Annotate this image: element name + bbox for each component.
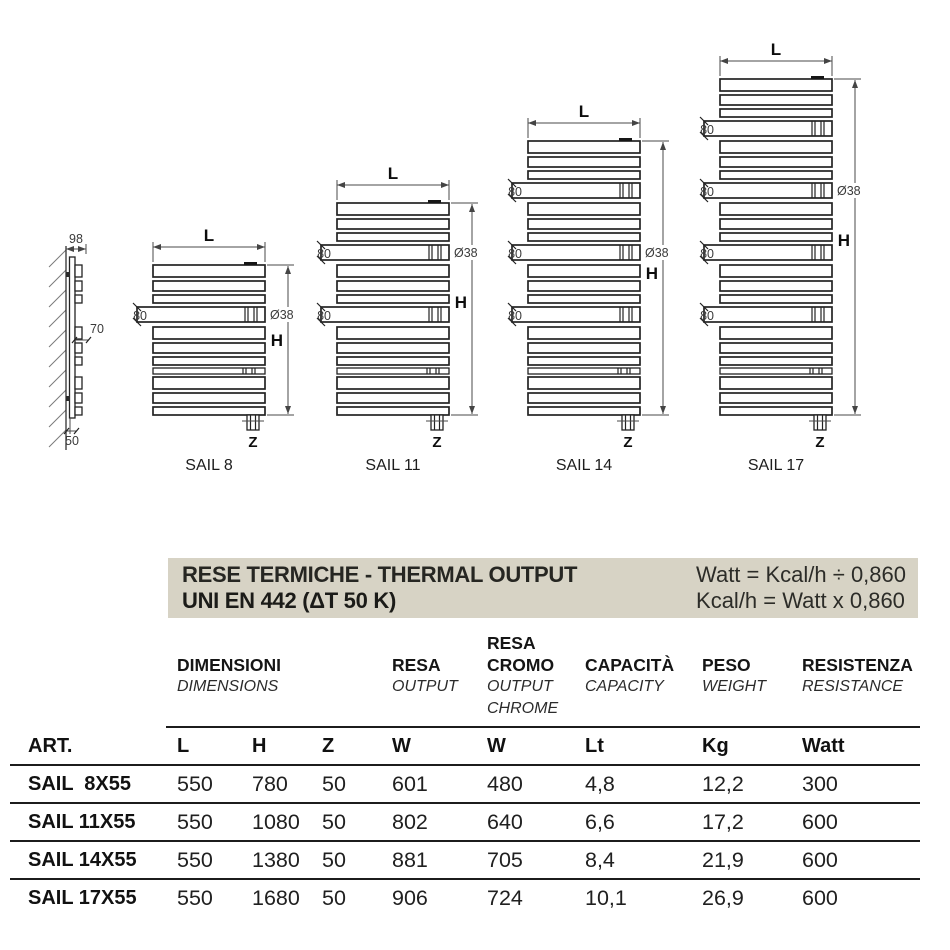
slat-group	[153, 377, 265, 415]
table-row	[10, 804, 920, 840]
dim-panel-depth: 70	[90, 322, 104, 336]
dim-bar-offset: 80	[317, 247, 331, 261]
bottom-valve	[247, 415, 259, 430]
colgroup-label-en: RESISTANCE	[802, 678, 904, 695]
col-header-w-chrome: W	[487, 735, 506, 757]
colgroup-label-it: CAPACITÀ	[585, 655, 675, 675]
colgroup-resistance	[802, 654, 913, 698]
cell-lt: 8,4	[585, 848, 615, 872]
col-header-w: W	[392, 735, 411, 757]
slat-group	[720, 79, 832, 117]
cell-watt: 300	[802, 772, 838, 796]
dim-wall-distance: 50	[65, 434, 79, 448]
cell-h: 1080	[252, 810, 300, 834]
dim-length: L	[578, 102, 590, 121]
col-header-kg: Kg	[702, 735, 729, 757]
towel-bar-open	[508, 241, 640, 264]
cell-l: 550	[177, 848, 213, 872]
slat-group	[337, 377, 449, 415]
colgroup-label-it: DIMENSIONI	[177, 655, 282, 675]
towel-bar-open	[508, 179, 640, 202]
towel-bar-closed	[337, 368, 449, 374]
cell-art: SAIL 14X55	[28, 849, 137, 871]
dim-length: L	[770, 40, 782, 59]
colgroup-capacity	[585, 654, 674, 698]
wall-bracket	[66, 396, 70, 401]
table-row	[10, 766, 920, 802]
bottom-valve	[622, 415, 634, 430]
slat-group	[153, 265, 265, 303]
bottom-valve	[814, 415, 826, 430]
dim-bar-offset: 80	[508, 185, 522, 199]
cell-w-chrome: 640	[487, 810, 523, 834]
col-header-h: H	[252, 735, 267, 757]
towel-bar-open	[317, 241, 449, 264]
cell-watt: 600	[802, 848, 838, 872]
radiator-sail-8	[133, 226, 302, 474]
slat-group	[720, 203, 832, 241]
towel-bar-open	[700, 303, 832, 326]
banner-formula-1: Watt = Kcal/h ÷ 0,860	[696, 562, 906, 587]
towel-bar-open	[700, 117, 832, 140]
dim-connection: Z	[815, 434, 825, 451]
dim-tube-diameter: Ø38	[270, 308, 294, 322]
cell-kg: 17,2	[702, 810, 744, 834]
dim-length: L	[203, 226, 215, 245]
slat-group	[153, 327, 265, 365]
col-header-l: L	[177, 735, 190, 757]
colgroup-output	[392, 654, 458, 698]
cell-w: 906	[392, 886, 428, 910]
dim-bar-offset: 80	[317, 309, 331, 323]
colgroup-output-chrome	[487, 632, 558, 720]
slat-group	[528, 265, 640, 303]
colgroup-weight	[702, 654, 766, 698]
slat-group	[337, 203, 449, 241]
radiator-sail-14	[508, 102, 677, 474]
table-row	[10, 880, 920, 916]
towel-bar-open	[133, 303, 265, 326]
slat-group	[528, 203, 640, 241]
towel-bar-closed	[528, 368, 640, 374]
table-row	[10, 842, 920, 878]
cell-art: SAIL 17X55	[28, 887, 137, 909]
cell-w: 601	[392, 772, 428, 796]
dim-tube-diameter: Ø38	[645, 246, 669, 260]
bottom-valve	[431, 415, 443, 430]
slat-group	[720, 141, 832, 179]
cell-z: 50	[322, 848, 346, 872]
slat-group	[528, 327, 640, 365]
towel-bar-closed	[720, 368, 832, 374]
dim-bar-offset: 80	[508, 247, 522, 261]
collector-tube	[70, 257, 76, 418]
dim-bar-offset: 80	[508, 309, 522, 323]
cell-kg: 26,9	[702, 886, 744, 910]
model-label: SAIL 17	[747, 457, 805, 474]
colgroup-label-en: CHROME	[487, 700, 559, 717]
wall-hatch	[49, 250, 66, 447]
table-top-rule	[166, 726, 920, 728]
cell-watt: 600	[802, 810, 838, 834]
colgroup-label-it: PESO	[702, 655, 751, 675]
cell-l: 550	[177, 772, 213, 796]
colgroup-label-en: CAPACITY	[585, 678, 664, 695]
dim-depth-total: 98	[69, 232, 83, 246]
colgroup-label-en: OUTPUT	[487, 678, 553, 695]
air-vent	[428, 200, 441, 203]
banner-formula-2: Kcal/h = Watt x 0,860	[696, 588, 905, 613]
banner-norm: UNI EN 442 (ΔT 50 K)	[182, 588, 396, 613]
dim-bar-offset: 80	[700, 185, 714, 199]
dim-bar-offset: 80	[700, 247, 714, 261]
dim-height: H	[270, 331, 283, 350]
air-vent	[619, 138, 632, 141]
towel-bar-closed	[153, 368, 265, 374]
dim-connection: Z	[623, 434, 633, 451]
cell-watt: 600	[802, 886, 838, 910]
cell-z: 50	[322, 886, 346, 910]
towel-bar-open	[317, 303, 449, 326]
air-vent	[811, 76, 824, 79]
cell-w-chrome: 705	[487, 848, 523, 872]
cell-lt: 6,6	[585, 810, 615, 834]
towel-bar-open	[700, 179, 832, 202]
cell-lt: 10,1	[585, 886, 627, 910]
colgroup-label-en: WEIGHT	[702, 678, 766, 695]
dim-tube-diameter: Ø38	[454, 246, 478, 260]
cell-kg: 12,2	[702, 772, 744, 796]
banner-title-it-en: RESE TERMICHE - THERMAL OUTPUT	[182, 562, 578, 587]
dim-bar-offset: 80	[700, 309, 714, 323]
colgroup-dimensions	[177, 654, 281, 698]
colgroup-label-it: RESA	[487, 633, 536, 653]
slat-group	[528, 141, 640, 179]
cell-art: SAIL 8X55	[28, 773, 132, 795]
dim-length: L	[387, 164, 399, 183]
thermal-output-banner	[168, 558, 918, 618]
model-label: SAIL 14	[555, 457, 613, 474]
colgroup-label-it: RESISTENZA	[802, 655, 913, 675]
side-profile-view	[49, 232, 104, 450]
air-vent	[244, 262, 257, 265]
table-header-row	[10, 732, 920, 760]
cell-w: 881	[392, 848, 428, 872]
dim-bar-offset: 80	[133, 309, 147, 323]
cell-h: 1380	[252, 848, 300, 872]
radiator-sail-17	[700, 40, 869, 474]
slat-group	[720, 327, 832, 365]
dim-height: H	[454, 293, 467, 312]
model-label: SAIL 8	[185, 457, 233, 474]
dim-height: H	[837, 231, 850, 250]
col-header-art: ART.	[28, 735, 73, 757]
cell-z: 50	[322, 772, 346, 796]
slat-group	[337, 327, 449, 365]
cell-lt: 4,8	[585, 772, 615, 796]
dim-connection: Z	[248, 434, 258, 451]
dim-bar-offset: 80	[700, 123, 714, 137]
slat-group	[720, 265, 832, 303]
dim-connection: Z	[432, 434, 442, 451]
cell-w-chrome: 480	[487, 772, 523, 796]
cell-art: SAIL 11X55	[28, 811, 136, 833]
colgroup-label-it: CROMO	[487, 655, 555, 675]
wall-bracket	[66, 272, 70, 277]
colgroup-label-it: RESA	[392, 655, 441, 675]
cell-h: 1680	[252, 886, 300, 910]
col-header-lt: Lt	[585, 735, 604, 757]
colgroup-label-en: DIMENSIONS	[177, 678, 279, 695]
cell-z: 50	[322, 810, 346, 834]
cell-w: 802	[392, 810, 428, 834]
cell-kg: 21,9	[702, 848, 744, 872]
cell-w-chrome: 724	[487, 886, 523, 910]
cell-l: 550	[177, 810, 213, 834]
cell-l: 550	[177, 886, 213, 910]
dim-tube-diameter: Ø38	[837, 184, 861, 198]
towel-bar-open	[700, 241, 832, 264]
colgroup-label-en: OUTPUT	[392, 678, 458, 695]
slat-group	[337, 265, 449, 303]
dim-height: H	[645, 264, 658, 283]
col-header-watt: Watt	[802, 735, 845, 757]
cell-h: 780	[252, 772, 288, 796]
slat-group	[720, 377, 832, 415]
table-body	[10, 766, 920, 916]
radiator-sail-11	[317, 164, 486, 474]
towel-bar-open	[508, 303, 640, 326]
col-header-z: Z	[322, 735, 335, 757]
model-label: SAIL 11	[365, 457, 421, 474]
slat-group	[528, 377, 640, 415]
